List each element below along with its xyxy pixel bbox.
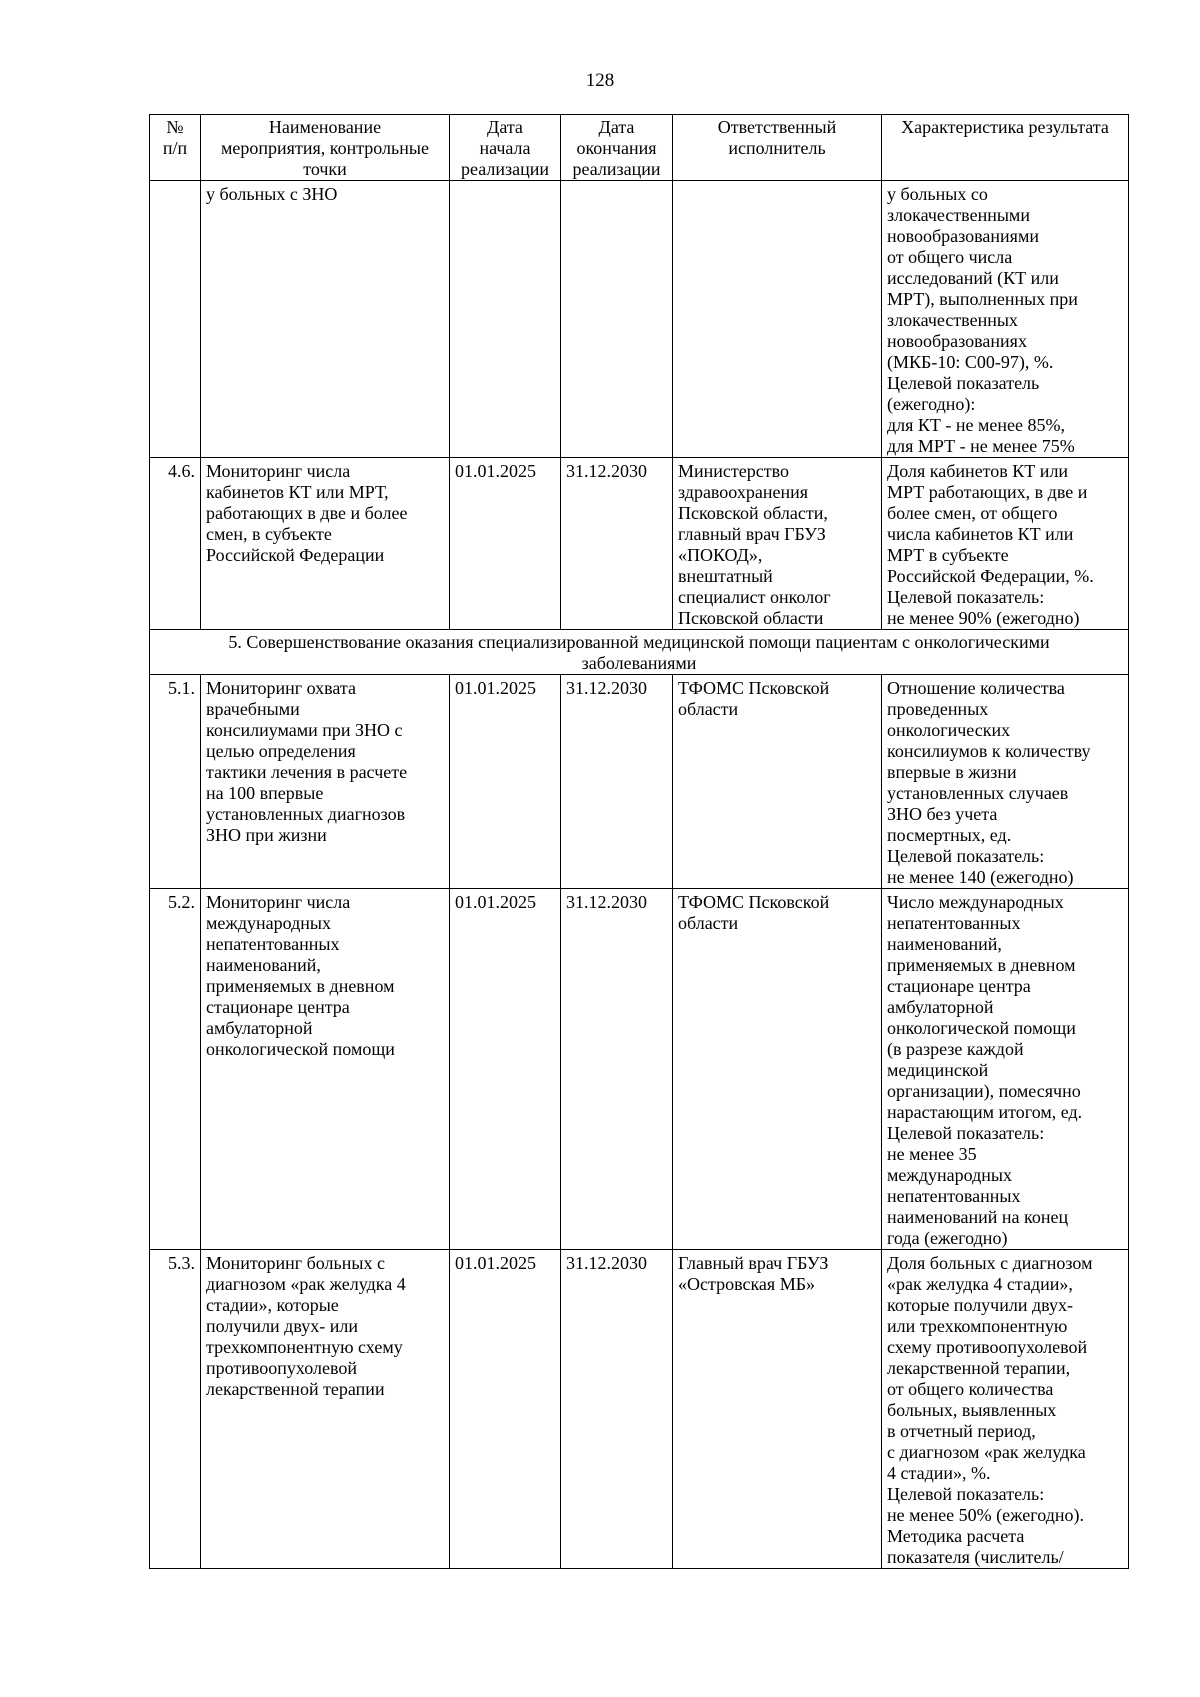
- header-name: Наименование мероприятия, контрольные точки: [201, 115, 450, 181]
- cell-start-date: 01.01.2025: [450, 458, 561, 630]
- table-row-continuation: [150, 181, 1129, 458]
- cell-number: 5.3.: [150, 1250, 201, 1569]
- cell-result: Число международных непатентованных наименований, применяемых в дневном стационаре центра амбулаторной онкологической помощи (в разрезе каждой медицинской организации), помесячно нарастающим итогом, ед. Целевой показатель: не менее 35 международных непатентованных наименований на конец года (ежегодно): [882, 889, 1129, 1250]
- cell-end-date: 31.12.2030: [561, 458, 673, 630]
- cell-start-date: 01.01.2025: [450, 1250, 561, 1569]
- activities-table: [149, 114, 1129, 1569]
- cell-number: 5.1.: [150, 675, 201, 889]
- cell-responsible: ТФОМС Псковской области: [673, 675, 882, 889]
- table-row-5-1: [150, 675, 1129, 889]
- cell-start-date: [450, 181, 561, 458]
- section-row-5: [150, 630, 1129, 675]
- cell-responsible: ТФОМС Псковской области: [673, 889, 882, 1250]
- cell-number: 4.6.: [150, 458, 201, 630]
- table-row-4-6: [150, 458, 1129, 630]
- cell-number: [150, 181, 201, 458]
- header-responsible: Ответственный исполнитель: [673, 115, 882, 181]
- cell-end-date: 31.12.2030: [561, 1250, 673, 1569]
- table-header-row: [150, 115, 1129, 181]
- cell-start-date: 01.01.2025: [450, 675, 561, 889]
- cell-name: Мониторинг охвата врачебными консилиумами при ЗНО с целью определения тактики лечения в расчете на 100 впервые установленных диагнозов ЗНО при жизни: [201, 675, 450, 889]
- cell-end-date: 31.12.2030: [561, 675, 673, 889]
- cell-start-date: 01.01.2025: [450, 889, 561, 1250]
- cell-name: Мониторинг числа кабинетов КТ или МРТ, работающих в две и более смен, в субъекте Российской Федерации: [201, 458, 450, 630]
- cell-responsible: Главный врач ГБУЗ «Островская МБ»: [673, 1250, 882, 1569]
- cell-name: Мониторинг числа международных непатентованных наименований, применяемых в дневном стационаре центра амбулаторной онкологической помощи: [201, 889, 450, 1250]
- header-number: № п/п: [150, 115, 201, 181]
- cell-name: у больных с ЗНО: [201, 181, 450, 458]
- cell-number: 5.2.: [150, 889, 201, 1250]
- cell-result: у больных со злокачественными новообразованиями от общего числа исследований (КТ или МРТ), выполненных при злокачественных новообразованиях (МКБ-10: С00-97), %. Целевой показатель (ежегодно): для КТ - не менее 85%, для МРТ - не менее 75%: [882, 181, 1129, 458]
- header-start-date: Дата начала реализации: [450, 115, 561, 181]
- table-row-5-3: [150, 1250, 1129, 1569]
- cell-name: Мониторинг больных с диагнозом «рак желудка 4 стадии», которые получили двух- или трехкомпонентную схему противоопухолевой лекарственной терапии: [201, 1250, 450, 1569]
- cell-result: Отношение количества проведенных онкологических консилиумов к количеству впервые в жизни установленных случаев ЗНО без учета посмертных, ед. Целевой показатель: не менее 140 (ежегодно): [882, 675, 1129, 889]
- cell-result: Доля кабинетов КТ или МРТ работающих, в две и более смен, от общего числа кабинетов КТ или МРТ в субъекте Российской Федерации, %. Целевой показатель: не менее 90% (ежегодно): [882, 458, 1129, 630]
- header-result: Характеристика результата: [882, 115, 1129, 181]
- cell-end-date: [561, 181, 673, 458]
- table-row-5-2: [150, 889, 1129, 1250]
- cell-result: Доля больных с диагнозом «рак желудка 4 стадии», которые получили двух- или трехкомпонентную схему противоопухолевой лекарственной терапии, от общего количества больных, выявленных в отчетный период, с диагнозом «рак желудка 4 стадии», %. Целевой показатель: не менее 50% (ежегодно). Методика расчета показателя (числитель/: [882, 1250, 1129, 1569]
- cell-responsible: Министерство здравоохранения Псковской области, главный врач ГБУЗ «ПОКОД», внештатный специалист онколог Псковской области: [673, 458, 882, 630]
- page-number: 128: [585, 70, 615, 91]
- section-heading: 5. Совершенствование оказания специализированной медицинской помощи пациентам с онкологическими заболеваниями: [150, 630, 1129, 675]
- header-end-date: Дата окончания реализации: [561, 115, 673, 181]
- cell-responsible: [673, 181, 882, 458]
- cell-end-date: 31.12.2030: [561, 889, 673, 1250]
